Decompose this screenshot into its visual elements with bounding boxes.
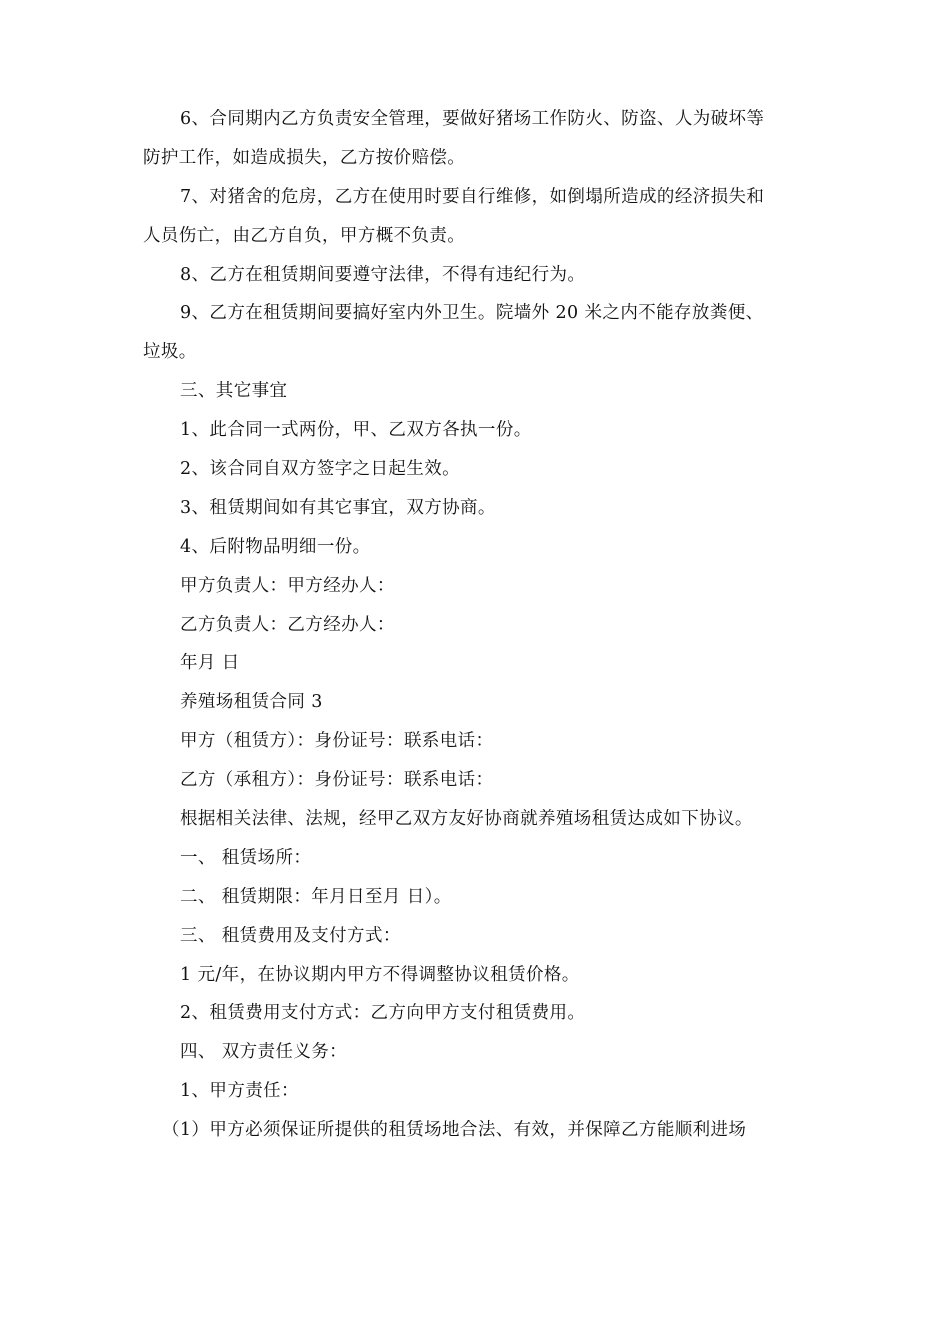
text-line: 2、该合同自双方签字之日起生效。 xyxy=(180,459,461,480)
text-line: 年月 日 xyxy=(180,653,240,674)
text-line: 2、租赁费用支付方式：乙方向甲方支付租赁费用。 xyxy=(180,1003,586,1024)
text-line: 人员伤亡，由乙方自负，甲方概不负责。 xyxy=(143,225,466,246)
text-line: 三、其它事宜 xyxy=(180,381,288,402)
text-line: 3、租赁期间如有其它事宜，双方协商。 xyxy=(180,497,496,518)
text-line: 养殖场租赁合同 3 xyxy=(180,692,323,713)
text-line: 8、乙方在租赁期间要遵守法律，不得有违纪行为。 xyxy=(180,264,586,285)
text-line: 甲方负责人：甲方经办人： xyxy=(180,575,395,596)
text-line: 4、后附物品明细一份。 xyxy=(180,536,371,557)
text-line: 二、 租赁期限：年月日至月 日）。 xyxy=(180,886,452,907)
text-line: 1 元/年，在协议期内甲方不得调整协议租赁价格。 xyxy=(180,964,580,985)
text-line: 6、合同期内乙方负责安全管理，要做好猪场工作防火、防盗、人为破坏等 xyxy=(180,109,765,129)
text-line: 乙方（承租方）：身份证号：联系电话： xyxy=(180,770,494,791)
text-line: 三、 租赁费用及支付方式： xyxy=(180,925,401,946)
text-line: 7、对猪舍的危房，乙方在使用时要自行维修，如倒塌所造成的经济损失和 xyxy=(180,186,765,207)
text-line: 乙方负责人：乙方经办人： xyxy=(180,614,395,635)
text-line: 1、甲方责任： xyxy=(180,1081,299,1102)
text-line: 垃圾。 xyxy=(143,342,197,363)
text-line: 四、 双方责任义务： xyxy=(180,1042,348,1063)
document-body xyxy=(143,100,807,1150)
text-line: （1）甲方必须保证所提供的租赁场地合法、有效，并保障乙方能顺利进场 xyxy=(162,1120,747,1141)
text-line: 甲方（租赁方）：身份证号：联系电话： xyxy=(180,731,494,752)
text-line: 防护工作，如造成损失，乙方按价赔偿。 xyxy=(143,147,466,168)
text-line: 1、此合同一式两份，甲、乙双方各执一份。 xyxy=(180,420,532,441)
text-line: 根据相关法律、法规，经甲乙双方友好协商就养殖场租赁达成如下协议。 xyxy=(180,809,753,830)
text-line: 一、 租赁场所： xyxy=(180,847,312,868)
text-line: 9、乙方在租赁期间要搞好室内外卫生。院墙外 20 米之内不能存放粪便、 xyxy=(180,303,764,324)
